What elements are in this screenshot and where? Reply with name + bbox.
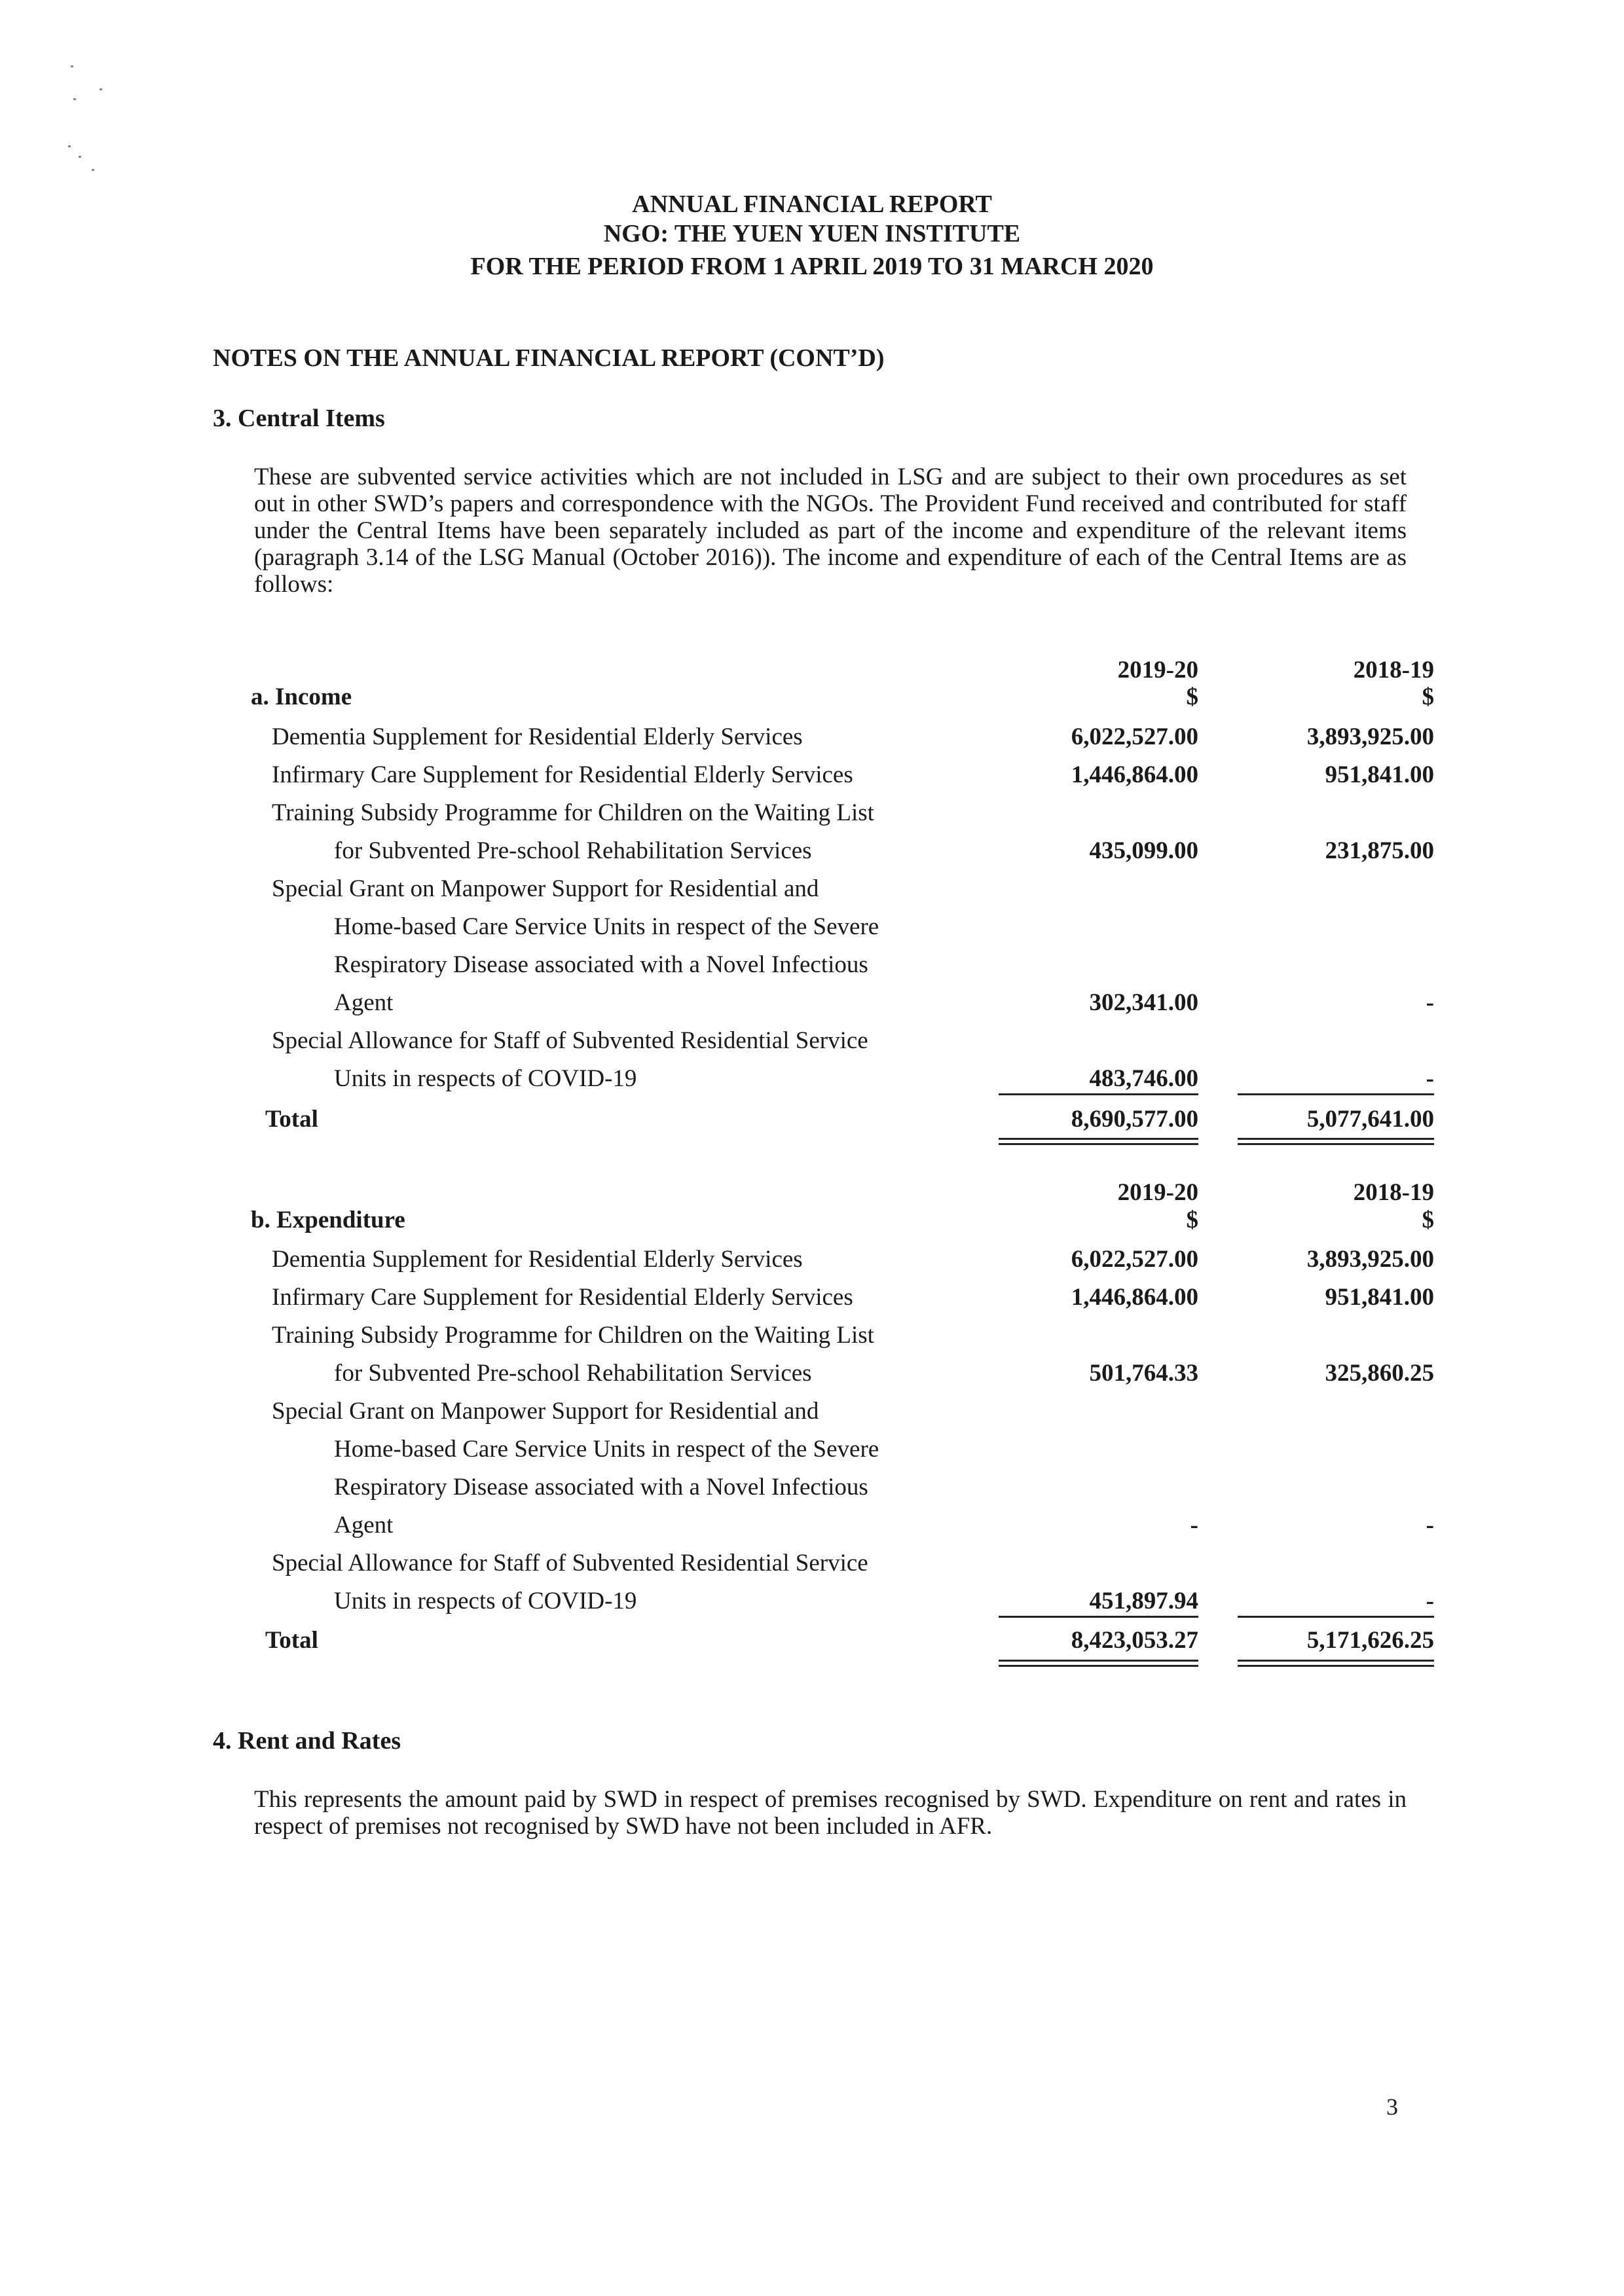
- expenditure-row-label: Special Allowance for Staff of Subvented Residential Service: [272, 1550, 868, 1576]
- scan-speck: [68, 145, 71, 147]
- income-row-label: Special Grant on Manpower Support for Residential and: [272, 875, 819, 902]
- expenditure-total-rule: [1238, 1665, 1434, 1667]
- income-row-label-cont: Agent: [334, 989, 394, 1016]
- expenditure-row-label-cont: Units in respects of COVID-19: [334, 1588, 637, 1614]
- expenditure-row-label: Training Subsidy Programme for Children on the Waiting List: [272, 1322, 874, 1349]
- expenditure-title: b. Expenditure: [251, 1207, 405, 1233]
- notes-title: NOTES ON THE ANNUAL FINANCIAL REPORT (CONT’D): [213, 344, 885, 372]
- expenditure-row-label: Infirmary Care Supplement for Residential Elderly Services: [272, 1284, 853, 1311]
- scan-speck: [71, 65, 73, 67]
- income-row-value-2019-20: 435,099.00: [1089, 837, 1198, 864]
- expenditure-subtotal-rule: [999, 1616, 1198, 1618]
- expenditure-row-label: Dementia Supplement for Residential Elderly Services: [272, 1246, 803, 1273]
- expenditure-row-value-2019-20: 1,446,864.00: [1071, 1284, 1198, 1311]
- scan-speck: [79, 156, 81, 158]
- expenditure-row-label-cont: Agent: [334, 1512, 394, 1539]
- income-total-rule: [1238, 1138, 1434, 1140]
- expenditure-year-2018-19: 2018-19: [1353, 1179, 1434, 1206]
- income-row-label: Training Subsidy Programme for Children on the Waiting List: [272, 799, 874, 826]
- expenditure-currency-1: $: [1186, 1207, 1198, 1233]
- section-4-paragraph: This represents the amount paid by SWD in respect of premises recognised by SWD. Expenditure on rent and rates in respect of premises not recognised by SWD have not been included in AFR.: [254, 1786, 1407, 1840]
- income-row-label: Dementia Supplement for Residential Elderly Services: [272, 723, 803, 750]
- income-row-value-2018-19: 951,841.00: [1325, 761, 1434, 788]
- income-total-2019-20: 8,690,577.00: [1071, 1106, 1198, 1133]
- expenditure-total-rule: [999, 1665, 1198, 1667]
- expenditure-total-2018-19: 5,171,626.25: [1306, 1627, 1434, 1654]
- income-row-value-2018-19: -: [1426, 989, 1434, 1016]
- income-row-label-cont: for Subvented Pre-school Rehabilitation Services: [334, 837, 812, 864]
- expenditure-row-value-2018-19: -: [1426, 1512, 1434, 1539]
- expenditure-subtotal-rule: [1238, 1616, 1434, 1618]
- income-row-label-cont: Units in respects of COVID-19: [334, 1065, 637, 1092]
- expenditure-year-2019-20: 2019-20: [1117, 1179, 1198, 1206]
- report-period: FOR THE PERIOD FROM 1 APRIL 2019 TO 31 MARCH 2020: [470, 253, 1154, 280]
- income-year-2018-19: 2018-19: [1353, 657, 1434, 683]
- income-total-label: Total: [265, 1106, 318, 1133]
- ngo-name: NGO: THE YUEN YUEN INSTITUTE: [603, 220, 1021, 247]
- income-row-value-2019-20: 483,746.00: [1089, 1065, 1198, 1092]
- expenditure-row-value-2019-20: 6,022,527.00: [1071, 1246, 1198, 1273]
- expenditure-total-rule: [1238, 1660, 1434, 1662]
- income-title: a. Income: [251, 683, 352, 710]
- income-row-label-cont: Respiratory Disease associated with a Novel Infectious: [334, 951, 868, 978]
- expenditure-row-label-cont: for Subvented Pre-school Rehabilitation Services: [334, 1360, 812, 1387]
- income-row-value-2018-19: 3,893,925.00: [1306, 723, 1434, 750]
- income-row-value-2019-20: 302,341.00: [1089, 989, 1198, 1016]
- expenditure-row-value-2019-20: 501,764.33: [1089, 1360, 1198, 1387]
- expenditure-row-value-2018-19: -: [1426, 1588, 1434, 1614]
- income-total-rule: [999, 1138, 1198, 1140]
- section-3-heading: 3. Central Items: [213, 405, 385, 432]
- report-title: ANNUAL FINANCIAL REPORT: [632, 191, 992, 218]
- income-total-2018-19: 5,077,641.00: [1306, 1106, 1434, 1133]
- scan-speck: [92, 169, 94, 171]
- income-currency-2: $: [1422, 683, 1434, 710]
- expenditure-total-rule: [999, 1660, 1198, 1662]
- expenditure-currency-2: $: [1422, 1207, 1434, 1233]
- income-subtotal-rule: [999, 1093, 1198, 1095]
- expenditure-row-label-cont: Respiratory Disease associated with a Novel Infectious: [334, 1474, 868, 1501]
- expenditure-row-value-2018-19: 3,893,925.00: [1306, 1246, 1434, 1273]
- income-row-value-2019-20: 1,446,864.00: [1071, 761, 1198, 788]
- section-3-paragraph: These are subvented service activities which are not included in LSG and are subject to their own procedures as set out in other SWD’s papers and correspondence with the NGOs. The Provident Fund received and contributed for staff under the Central Items have been separately included as part of the income and expenditure of the relevant items (paragraph 3.14 of the LSG Manual (October 2016)). The income and expenditure of each of the Central Items are as follows:: [254, 464, 1407, 598]
- expenditure-row-value-2019-20: -: [1190, 1512, 1198, 1539]
- income-total-rule: [1238, 1143, 1434, 1145]
- income-total-rule: [999, 1143, 1198, 1145]
- income-row-value-2019-20: 6,022,527.00: [1071, 723, 1198, 750]
- income-row-value-2018-19: -: [1426, 1065, 1434, 1092]
- income-row-label-cont: Home-based Care Service Units in respect of the Severe: [334, 913, 879, 940]
- expenditure-row-value-2019-20: 451,897.94: [1089, 1588, 1198, 1614]
- income-row-value-2018-19: 231,875.00: [1325, 837, 1434, 864]
- income-subtotal-rule: [1238, 1093, 1434, 1095]
- income-row-label: Infirmary Care Supplement for Residential Elderly Services: [272, 761, 853, 788]
- expenditure-total-label: Total: [265, 1627, 318, 1654]
- page-number: 3: [1386, 2094, 1398, 2120]
- section-4-heading: 4. Rent and Rates: [213, 1727, 401, 1755]
- expenditure-row-value-2018-19: 951,841.00: [1325, 1284, 1434, 1311]
- scan-speck: [100, 88, 102, 90]
- expenditure-row-value-2018-19: 325,860.25: [1325, 1360, 1434, 1387]
- income-currency-1: $: [1186, 683, 1198, 710]
- expenditure-row-label: Special Grant on Manpower Support for Residential and: [272, 1398, 819, 1425]
- income-year-2019-20: 2019-20: [1117, 657, 1198, 683]
- expenditure-total-2019-20: 8,423,053.27: [1071, 1627, 1198, 1654]
- income-row-label: Special Allowance for Staff of Subvented Residential Service: [272, 1027, 868, 1054]
- scan-speck: [73, 98, 76, 100]
- expenditure-row-label-cont: Home-based Care Service Units in respect of the Severe: [334, 1436, 879, 1463]
